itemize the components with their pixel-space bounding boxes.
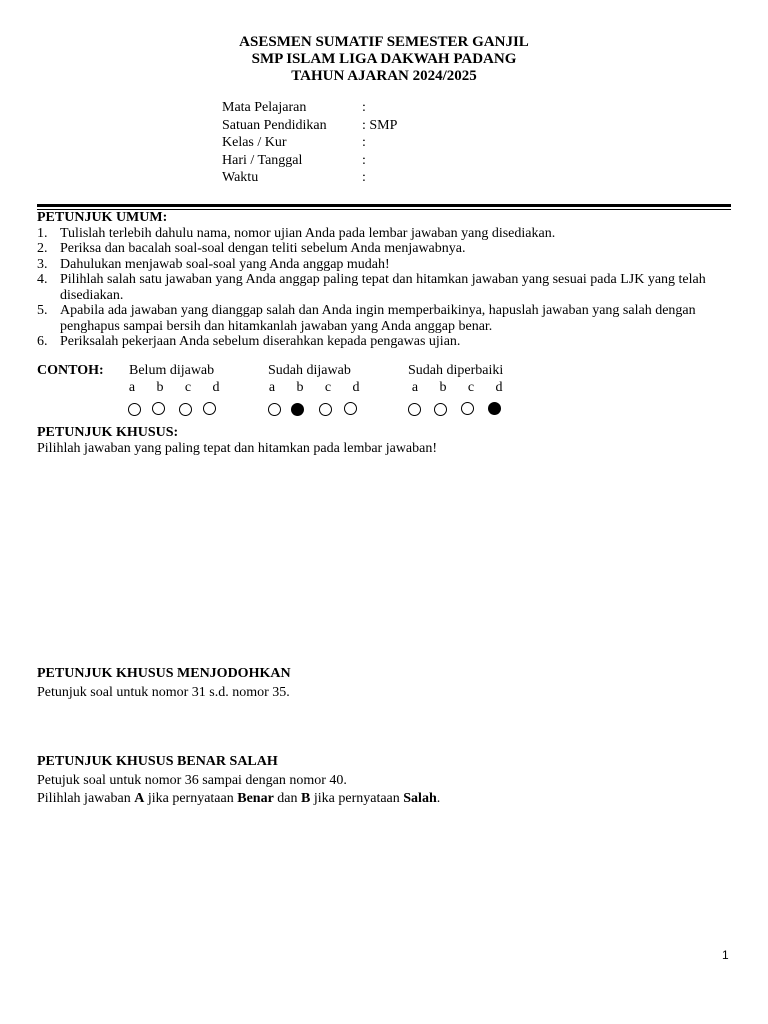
info-label: Mata Pelajaran — [222, 100, 307, 115]
answer-bubble — [408, 403, 421, 416]
info-label: Hari / Tanggal — [222, 152, 303, 168]
text-run: dan — [273, 791, 302, 806]
answer-bubble — [461, 402, 474, 415]
option-letter: d — [495, 380, 503, 395]
info-row — [222, 117, 397, 135]
section-title: PETUNJUK KHUSUS: — [37, 425, 179, 440]
list-number: 5. — [37, 303, 48, 318]
section-text-instruction — [37, 790, 440, 808]
example-answered — [268, 363, 360, 395]
exam-info — [222, 99, 397, 187]
text-run: Pilihlah jawaban — [37, 791, 135, 806]
list-text: Periksalah pekerjaan Anda sebelum diserahkan kepada pengawas ujian. — [60, 334, 461, 349]
info-row — [222, 99, 397, 117]
example-title: Sudah diperbaiki — [408, 363, 504, 378]
page-number: 1 — [722, 948, 729, 962]
info-value: : — [362, 152, 366, 168]
info-value: : — [362, 100, 366, 115]
exam-header — [0, 34, 768, 85]
option-letter: b — [439, 380, 447, 395]
option-letter: d — [212, 380, 220, 395]
list-number: 1. — [37, 225, 48, 241]
contoh-label: CONTOH: — [37, 363, 104, 378]
answer-bubble — [203, 402, 216, 415]
petunjuk-menjodohkan — [37, 665, 291, 702]
info-value: : — [362, 170, 366, 185]
answer-bubble-filled — [488, 402, 501, 415]
example-title: Belum dijawab — [129, 363, 215, 378]
list-text: Tulislah terlebih dahulu nama, nomor ujian Anda pada lembar jawaban yang disediakan. — [60, 225, 556, 241]
example-corrected — [408, 363, 504, 395]
info-label: Waktu — [222, 170, 259, 185]
list-item — [37, 257, 731, 273]
header-school: SMP ISLAM LIGA DAKWAH PADANG — [251, 51, 517, 67]
list-item — [37, 241, 731, 257]
list-item — [37, 303, 731, 334]
text-run-bold: B — [301, 791, 311, 806]
petunjuk-benar-salah — [37, 753, 440, 808]
text-run: jika pernyataan — [310, 791, 404, 806]
header-year: TAHUN AJARAN 2024/2025 — [291, 68, 477, 84]
list-number: 6. — [37, 334, 48, 349]
info-label: Satuan Pendidikan — [222, 117, 327, 133]
list-item — [37, 272, 731, 303]
section-text: Pilihlah jawaban yang paling tepat dan hitamkan pada lembar jawaban! — [37, 441, 438, 456]
option-letter: b — [156, 380, 164, 395]
example-title: Sudah dijawab — [268, 363, 351, 378]
divider-thick — [37, 204, 731, 207]
text-run-bold: Salah — [403, 791, 437, 806]
petunjuk-umum — [37, 210, 731, 350]
list-text: Periksa dan bacalah soal-soal dengan teliti sebelum Anda menjawabnya. — [60, 241, 466, 256]
petunjuk-khusus — [37, 425, 437, 457]
text-run: jika pernyataan — [144, 791, 238, 806]
option-letter: d — [352, 380, 360, 395]
option-letter: c — [324, 380, 332, 395]
header-title: ASESMEN SUMATIF SEMESTER GANJIL — [239, 34, 529, 50]
list-number: 4. — [37, 272, 48, 287]
list-item — [37, 226, 731, 242]
answer-bubble — [152, 402, 165, 415]
option-letter: a — [411, 380, 419, 395]
answer-bubble — [179, 403, 192, 416]
section-title: PETUNJUK UMUM: — [37, 210, 168, 225]
example-unanswered — [128, 363, 220, 395]
answer-bubble — [319, 403, 332, 416]
text-run-bold: Benar — [237, 791, 274, 806]
list-text: Apabila ada jawaban yang dianggap salah dan Anda ingin memperbaikinya, hapuslah jawaban yang salah dengan penghapus sampai bersih dan hitamkanlah jawaban yang Anda anggap benar. — [60, 303, 696, 334]
answer-bubble — [128, 403, 141, 416]
section-title: PETUNJUK KHUSUS MENJODOHKAN — [37, 666, 291, 681]
option-letter: b — [296, 380, 304, 395]
answer-bubble-filled — [291, 403, 304, 416]
list-item — [37, 334, 731, 350]
list-number: 2. — [37, 241, 48, 256]
info-row — [222, 152, 397, 170]
option-letter: a — [268, 380, 276, 395]
section-text: Petunjuk soal untuk nomor 31 s.d. nomor 35. — [37, 685, 290, 700]
option-letter: a — [128, 380, 136, 395]
answer-bubble — [434, 403, 447, 416]
text-run: . — [436, 791, 441, 806]
list-text: Pilihlah salah satu jawaban yang Anda anggap paling tepat dan hitamkan jawaban yang sesuai pada LJK yang telah disediakan. — [60, 272, 706, 303]
list-text: Dahulukan menjawab soal-soal yang Anda anggap mudah! — [60, 256, 390, 272]
option-letter: c — [467, 380, 475, 395]
option-letter: c — [184, 380, 192, 395]
section-text: Petujuk soal untuk nomor 36 sampai dengan nomor 40. — [37, 773, 347, 788]
section-title: PETUNJUK KHUSUS BENAR SALAH — [37, 754, 278, 769]
info-row — [222, 134, 397, 152]
list-number: 3. — [37, 256, 48, 272]
answer-bubble — [344, 402, 357, 415]
info-value: : SMP — [362, 117, 398, 133]
answer-bubble — [268, 403, 281, 416]
info-row — [222, 169, 397, 187]
info-value: : — [362, 135, 366, 150]
text-run-bold: A — [134, 791, 145, 806]
info-label: Kelas / Kur — [222, 135, 287, 150]
